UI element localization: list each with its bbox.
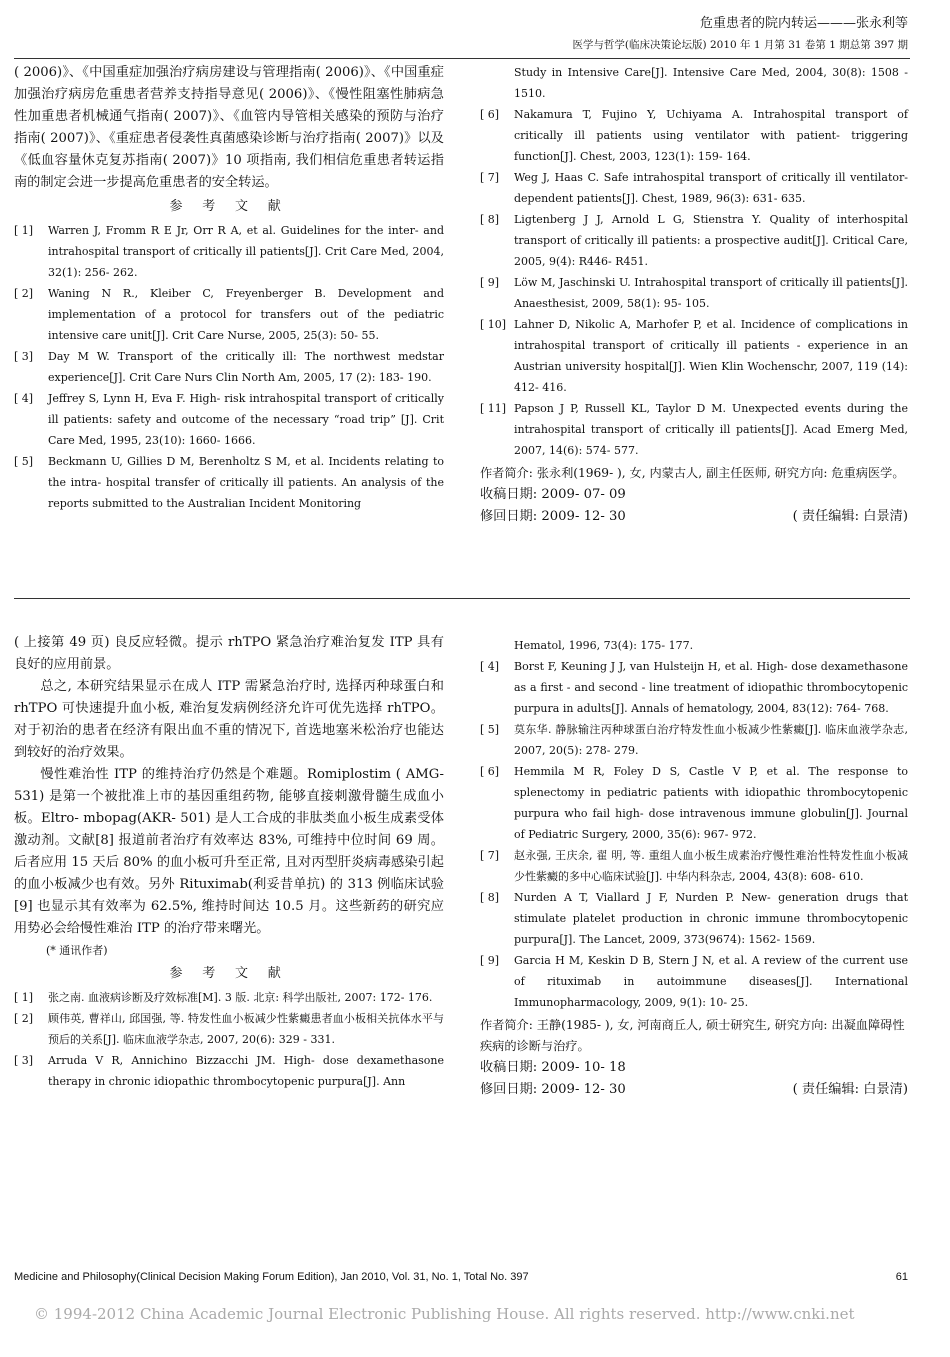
reference-number: [ 9] <box>480 276 500 289</box>
reference-item <box>480 950 908 1013</box>
article2-left-column <box>14 632 444 1092</box>
revised-date: 修回日期: 2009- 12- 30 <box>480 509 626 524</box>
reference-number: [ 3] <box>14 350 34 363</box>
header-rule <box>14 58 910 59</box>
reference-number: [ 4] <box>14 392 34 405</box>
reference-text: Papson J P, Russell KL, Taylor D M. Unexpected events during the intrahospital transport of critically ill patients[J]. Acad Emerg Med, 2007, 14(6): 574- 577. <box>514 402 908 457</box>
corresponding-author-note: (* 通讯作者) <box>46 944 108 957</box>
reference-item <box>480 209 908 272</box>
article1-reference-list-left <box>14 220 444 514</box>
article1-references-heading: 参 考 文 献 <box>169 199 289 214</box>
reference-text: Hemmila M R, Foley D S, Castle V P, et al. The response to splenectomy in pediatric patients with idiopathic thrombocytopenic purpura who fail high- dose intravenous immune globulin[J]. Journal of Pediatric Surgery, 2000, 35(6): 967- 972. <box>514 765 908 841</box>
article1-reference-list-right <box>480 104 908 461</box>
reference-text: Garcia H M, Keskin D B, Stern J N, et al. A review of the current use of rituximab in autoimmune diseases[J]. International Immunopharmacology, 2009, 9(1): 10- 25. <box>514 954 908 1009</box>
reference-item <box>14 283 444 346</box>
reference-text: Ligtenberg J J, Arnold L G, Stienstra Y. Quality of interhospital transport of critically ill patients: a prospective audit[J]. Critical Care, 2005, 9(4): R446- R451. <box>514 213 908 268</box>
reference-continuation: Study in Intensive Care[J]. Intensive Care Med, 2004, 30(8): 1508 - 1510. <box>514 66 908 100</box>
footer-citation: Medicine and Philosophy(Clinical Decision Making Forum Edition), Jan 2010, Vol. 31, No. 1, Total No. 397 <box>14 1271 529 1283</box>
reference-number: [ 8] <box>480 213 500 226</box>
author-bio: 作者简介: 王静(1985- ), 女, 河南商丘人, 硕士研究生, 研究方向: 出凝血障碍性疾病的诊断与治疗。 <box>480 1018 905 1053</box>
reference-item <box>480 887 908 950</box>
reference-continuation: Hematol, 1996, 73(4): 175- 177. <box>514 639 694 652</box>
article2-reference-list-left <box>14 987 444 1092</box>
article2-paragraph: 总之, 本研究结果显示在成人 ITP 需紧急治疗时, 选择丙种球蛋白和 rhTPO 可快速提升血小板, 难治复发病例经济允许可优先选择 rhTPO。对于初治的患者在经济有限出血不重的情况下, 首选地塞米松治疗也能达到较好的治疗效果。 <box>14 679 444 760</box>
reference-item <box>480 845 908 887</box>
article2-right-column <box>480 635 908 1101</box>
reference-text: Waning N R., Kleiber C, Freyenberger B. Development and implementation of a protocol for transfers out of the pediatric intensive care unit[J]. Crit Care Nurse, 2005, 25(3): 50- 55. <box>48 287 444 342</box>
reference-number: [ 2] <box>14 287 34 300</box>
reference-item <box>480 761 908 845</box>
reference-number: [ 6] <box>480 765 500 778</box>
running-title: 危重患者的院内转运———张永利等 <box>699 16 908 31</box>
reference-text: 莫东华. 静脉输注丙种球蛋白治疗特发性血小板减少性紫癜[J]. 临床血液学杂志, 2007, 20(5): 278- 279. <box>514 723 908 757</box>
reference-item <box>480 656 908 719</box>
received-date: 收稿日期: 2009- 10- 18 <box>480 1060 626 1075</box>
reference-text: Weg J, Haas C. Safe intrahospital transport of critically ill ventilator- dependent patients[J]. Chest, 1989, 96(3): 631- 635. <box>514 171 908 205</box>
reference-text: Jeffrey S, Lynn H, Eva F. High- risk intrahospital transport of critically ill patients: safety and outcome of the necessary “road trip” [J]. Crit Care Med, 1995, 23(10): 1660- 1666. <box>48 392 444 447</box>
reference-item <box>14 1008 444 1050</box>
article2-reference-list-right <box>480 656 908 1013</box>
revised-date: 修回日期: 2009- 12- 30 <box>480 1082 626 1097</box>
reference-item <box>14 346 444 388</box>
responsible-editor: ( 责任编辑: 白景清) <box>792 509 908 524</box>
reference-item <box>480 167 908 209</box>
reference-number: [ 4] <box>480 660 500 673</box>
reference-text: Warren J, Fromm R E Jr, Orr R A, et al. Guidelines for the inter- and intrahospital transport of critically ill patients[J]. Crit Care Med, 2004, 32(1): 256- 262. <box>48 224 444 279</box>
reference-number: [ 1] <box>14 991 34 1004</box>
reference-number: [ 3] <box>14 1054 34 1067</box>
page-number: 61 <box>895 1271 908 1283</box>
reference-number: [ 8] <box>480 891 500 904</box>
reference-item <box>480 719 908 761</box>
article2-paragraph: 慢性难治性 ITP 的维持治疗仍然是个难题。Romiplostim ( AMG- 531) 是第一个被批准上市的基因重组药物, 能够直接刺激骨髓生成血小板。Eltro- mbopag(AKR- 501) 是人工合成的非肽类血小板生成素受体激动剂。文献[8] 报道前者治疗有效率达 83%, 可维持中位时间 69 周。后者应用 15 天后 80% 的血小板可升至正常, 且对丙型肝炎病毒感染引起的血小板减少也有效。另外 Rituximab(利妥昔单抗) 的 313 例临床试验[9] 也显示其有效率为 62.5%, 维持时间达 10.5 月。这些新药的研究应用势必会给慢性难治 ITP 的治疗带来曙光。 <box>14 767 444 936</box>
reference-number: [ 10] <box>480 318 507 331</box>
article1-body-paragraph: ( 2006)》、《中国重症加强治疗病房建设与管理指南( 2006)》、《中国重症加强治疗病房危重患者营养支持指导意见( 2006)》、《慢性阻塞性肺病急性加重患者机械通气指南( 2007)》、《血管内导管相关感染的预防与治疗指南( 2007)》、《重症患者侵袭性真菌感染诊断与治疗指南( 2007)》以及《低血容量休克复苏指南( 2007)》10 项指南, 我们相信危重患者转运指南的制定会进一步提高危重患者的安全转运。 <box>14 65 444 190</box>
revised-date-row <box>480 506 908 528</box>
reference-number: [ 5] <box>14 455 34 468</box>
article2-references-heading: 参 考 文 献 <box>169 966 289 981</box>
reference-text: Nurden A T, Viallard J F, Nurden P. New- generation drugs that stimulate platelet production in chronic immune thrombocytopenic purpura[J]. The Lancet, 2009, 373(9674): 1562- 1569. <box>514 891 908 946</box>
reference-item <box>14 987 444 1008</box>
received-date: 收稿日期: 2009- 07- 09 <box>480 487 626 502</box>
reference-number: [ 6] <box>480 108 500 121</box>
revised-date-row <box>480 1079 908 1101</box>
journal-issue-line: 医学与哲学(临床决策论坛版) 2010 年 1 月第 31 卷第 1 期总第 397 期 <box>572 39 908 51</box>
reference-number: [ 11] <box>480 402 507 415</box>
reference-text: Arruda V R, Annichino Bizzacchi JM. High- dose dexamethasone therapy in chronic idiopathic thrombocytopenic purpura[J]. Ann <box>48 1054 444 1088</box>
responsible-editor: ( 责任编辑: 白景清) <box>792 1082 908 1097</box>
reference-text: Nakamura T, Fujino Y, Uchiyama A. Intrahospital transport of critically ill patients using ventilator with patient- triggering function[J]. Chest, 2003, 123(1): 159- 164. <box>514 108 908 163</box>
reference-item <box>480 314 908 398</box>
reference-text: 张之南. 血液病诊断及疗效标准[M]. 3 版. 北京: 科学出版社, 2007: 172- 176. <box>48 991 433 1004</box>
reference-item <box>14 388 444 451</box>
reference-text: Borst F, Keuning J J, van Hulsteijn H, et al. High- dose dexamethasone as a first - and second - line treatment of idiopathic thrombocytopenic purpura in adults[J]. Annals of hematology, 2004, 83(12): 764- 768. <box>514 660 908 715</box>
article1-right-column <box>480 62 908 528</box>
reference-number: [ 9] <box>480 954 500 967</box>
reference-item <box>480 398 908 461</box>
reference-item <box>14 220 444 283</box>
reference-text: Day M W. Transport of the critically ill: The northwest medstar experience[J]. Crit Care Nurs Clin North Am, 2005, 17 (2): 183- 190. <box>48 350 444 384</box>
reference-item <box>480 272 908 314</box>
article1-left-column <box>14 62 444 514</box>
reference-number: [ 7] <box>480 849 500 862</box>
reference-number: [ 1] <box>14 224 34 237</box>
reference-text: 赵永强, 王庆余, 翟 明, 等. 重组人血小板生成素治疗慢性难治性特发性血小板减少性紫癜的多中心临床试验[J]. 中华内科杂志, 2004, 43(8): 608- 610. <box>514 849 908 883</box>
reference-text: 顾伟英, 曹祥山, 邱国强, 等. 特发性血小板减少性紫癜患者血小板相关抗体水平与预后的关系[J]. 临床血液学杂志, 2007, 20(6): 329 - 331. <box>48 1012 444 1046</box>
section-separator <box>14 598 910 599</box>
reference-text: Lahner D, Nikolic A, Marhofer P, et al. Incidence of complications in intrahospital transport of critically ill patients - experience in an Austrian university hospital[J]. Wien Klin Wochenschr, 2007, 119 (14): 412- 416. <box>514 318 908 394</box>
reference-number: [ 5] <box>480 723 500 736</box>
reference-item <box>14 1050 444 1092</box>
copyright-watermark: © 1994-2012 China Academic Journal Electronic Publishing House. All rights reserved. http://www.cnki.net <box>34 1305 855 1323</box>
reference-item <box>480 104 908 167</box>
author-bio: 作者简介: 张永利(1969- ), 女, 内蒙古人, 副主任医师, 研究方向: 危重病医学。 <box>480 466 905 480</box>
reference-number: [ 7] <box>480 171 500 184</box>
reference-item <box>14 451 444 514</box>
reference-text: Löw M, Jaschinski U. Intrahospital transport of critically ill patients[J]. Anaesthesist, 2009, 58(1): 95- 105. <box>514 276 908 310</box>
reference-text: Beckmann U, Gillies D M, Berenholtz S M, et al. Incidents relating to the intra- hospital transfer of critically ill patients. An analysis of the reports submitted to the Australian Incident Monitoring <box>48 455 444 510</box>
reference-number: [ 2] <box>14 1012 34 1025</box>
article2-paragraph: ( 上接第 49 页) 良反应轻微。提示 rhTPO 紧急治疗难治复发 ITP 具有良好的应用前景。 <box>14 635 444 672</box>
